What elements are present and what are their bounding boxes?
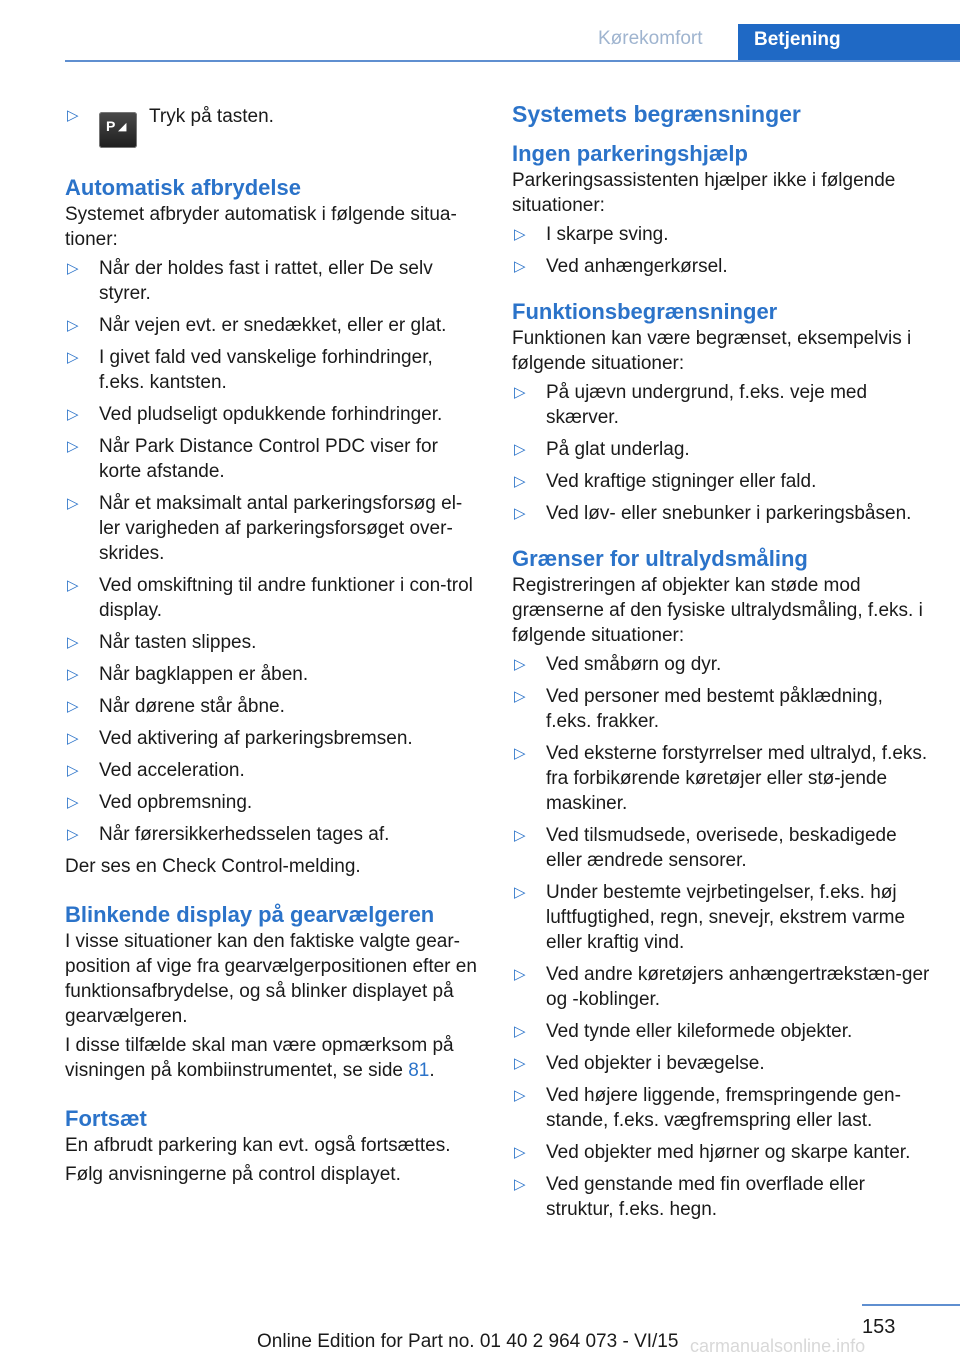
list-item: ▷ Ved objekter med hjørner og skarpe kanter. (514, 1142, 911, 1163)
bullet-triangle-icon: ▷ (514, 258, 526, 275)
footer-rule (862, 1304, 960, 1306)
bullet-triangle-icon: ▷ (514, 745, 526, 762)
bullet-triangle-icon: ▷ (514, 384, 526, 401)
list-item: ▷ Ved andre køretøjers anhængertrækstæn-ger og -koblinger. (514, 964, 930, 1010)
edition-footer: Online Edition for Part no. 01 40 2 964 073 - VI/15 (257, 1331, 679, 1352)
bullet-triangle-icon: ▷ (67, 730, 79, 747)
section-title-system-limits: Systemets begrænsninger (512, 101, 801, 127)
function-limits-intro: Funktionen kan være begrænset, eksempelvis i følgende situationer: (512, 328, 912, 374)
continue-paragraph-2: Følg anvisningerne på control displayet. (65, 1164, 401, 1185)
bullet-triangle-icon: ▷ (514, 441, 526, 458)
auto-stop-list (65, 256, 483, 847)
bullet-triangle-icon: ▷ (67, 762, 79, 779)
bullet-triangle-icon: ▷ (67, 495, 79, 512)
bullet-triangle-icon: ▷ (67, 317, 79, 334)
bullet-triangle-icon: ▷ (514, 1087, 526, 1104)
bullet-triangle-icon: ▷ (67, 666, 79, 683)
bullet-triangle-icon: ▷ (514, 1055, 526, 1072)
bullet-triangle-icon: ▷ (514, 884, 526, 901)
bullet-triangle-icon: ▷ (514, 827, 526, 844)
list-item: ▷ Når der holdes fast i rattet, eller De selv styrer. (67, 258, 433, 304)
list-item: ▷ Ved småbørn og dyr. (514, 654, 722, 675)
no-parking-assist-intro: Parkeringsassistenten hjælper ikke i følgende situationer: (512, 170, 896, 216)
list-item: ▷ Når et maksimalt antal parkeringsforsøg el-ler varigheden af parkeringsforsøget over-skrides. (67, 493, 463, 564)
bullet-triangle-icon: ▷ (67, 634, 79, 651)
auto-stop-note: Der ses en Check Control-melding. (65, 856, 361, 877)
blinking-display-paragraph-1: I visse situationer kan den faktiske valgte gear-position af vige fra gearvælgerpositionen efter en funktionsafbrydelse, og så blinker displayet på gearvælgeren. (65, 931, 477, 1027)
bullet-triangle-icon: ▷ (67, 107, 79, 124)
subsection-title-no-parking-assist: Ingen parkeringshjælp (512, 141, 748, 166)
ultrasound-limits-list (512, 652, 932, 1222)
function-limits-list (512, 380, 932, 526)
list-item: ▷ Når førersikkerhedsselen tages af. (67, 824, 390, 845)
bullet-triangle-icon: ▷ (67, 794, 79, 811)
list-item: ▷ Under bestemte vejrbetingelser, f.eks. høj luftfugtighed, regn, snevejr, ekstrem varme eller kraftig vind. (514, 882, 906, 953)
list-item: ▷ Ved acceleration. (67, 760, 245, 781)
no-parking-assist-list (512, 222, 932, 279)
bullet-triangle-icon: ▷ (67, 260, 79, 277)
bullet-triangle-icon: ▷ (67, 698, 79, 715)
left-column (65, 100, 483, 1187)
bullet-triangle-icon: ▷ (67, 349, 79, 366)
header-tab-betjening: Betjening (738, 24, 960, 62)
list-item: ▷ Når Park Distance Control PDC viser for korte afstande. (67, 436, 438, 482)
bullet-triangle-icon: ▷ (514, 1144, 526, 1161)
watermark-text: carmanualsonline.info (690, 1336, 866, 1356)
section-title-continue: Fortsæt (65, 1106, 147, 1131)
bullet-triangle-icon: ▷ (514, 473, 526, 490)
header-section-label: Kørekomfort (598, 28, 703, 49)
bullet-triangle-icon: ▷ (514, 966, 526, 983)
bullet-triangle-icon: ▷ (67, 438, 79, 455)
right-column (512, 100, 932, 1229)
header-rule (65, 60, 960, 62)
bullet-triangle-icon: ▷ (514, 1176, 526, 1193)
list-item: ▷ I skarpe sving. (514, 224, 669, 245)
list-item: ▷ Ved kraftige stigninger eller fald. (514, 471, 817, 492)
key-step-text: Tryk på tasten. (149, 106, 274, 127)
list-item: ▷ I givet fald ved vanskelige forhindringer, f.eks. kantsten. (67, 347, 433, 393)
subsection-title-ultrasound-limits: Grænser for ultralydsmåling (512, 546, 808, 571)
list-item: ▷ Når tasten slippes. (67, 632, 257, 653)
page-number: 153 (862, 1316, 896, 1338)
bullet-triangle-icon: ▷ (514, 226, 526, 243)
bullet-triangle-icon: ▷ (514, 656, 526, 673)
list-item: ▷ På ujævn undergrund, f.eks. veje med skærver. (514, 382, 868, 428)
bullet-triangle-icon: ▷ (67, 577, 79, 594)
continue-paragraph-1: En afbrudt parkering kan evt. også fortsættes. (65, 1135, 451, 1156)
key-step (65, 100, 483, 152)
bullet-triangle-icon: ▷ (514, 1023, 526, 1040)
list-item: ▷ Ved omskiftning til andre funktioner i con-trol display. (67, 575, 473, 621)
list-item: ▷ Når bagklappen er åben. (67, 664, 309, 685)
list-item: ▷ Ved løv- eller snebunker i parkeringsbåsen. (514, 503, 912, 524)
bullet-triangle-icon: ▷ (67, 406, 79, 423)
list-item: ▷ Ved tynde eller kileformede objekter. (514, 1021, 853, 1042)
page-reference-link[interactable]: 81 (408, 1060, 430, 1081)
auto-stop-intro: Systemet afbryder automatisk i følgende situa-tioner: (65, 204, 457, 250)
section-title-blinking-display: Blinkende display på gearvælgeren (65, 902, 435, 927)
subsection-title-function-limits: Funktionsbegrænsninger (512, 299, 778, 324)
bullet-triangle-icon: ▷ (514, 688, 526, 705)
list-item: ▷ Ved tilsmudsede, overisede, beskadigede eller ændrede sensorer. (514, 825, 897, 871)
section-title-auto-stop: Automatisk afbrydelse (65, 175, 301, 200)
page-header (0, 0, 960, 62)
list-item: ▷ Ved anhængerkørsel. (514, 256, 728, 277)
list-item: ▷ Ved opbremsning. (67, 792, 253, 813)
list-item: ▷ Ved eksterne forstyrrelser med ultralyd, f.eks. fra forbikørende køretøjer eller stø-jende maskiner. (514, 743, 928, 814)
list-item: ▷ Ved højere liggende, fremspringende gen-stande, f.eks. vægfremspring eller last. (514, 1085, 901, 1131)
park-assist-key-icon: P ◢ (99, 112, 137, 148)
list-item: ▷ Ved pludseligt opdukkende forhindringer. (67, 404, 443, 425)
list-item: ▷ På glat underlag. (514, 439, 690, 460)
bullet-triangle-icon: ▷ (514, 505, 526, 522)
ultrasound-limits-intro: Registreringen af objekter kan støde mod grænserne af den fysiske ultralydsmåling, f.eks. i følgende situationer: (512, 575, 923, 646)
list-item: ▷ Ved objekter i bevægelse. (514, 1053, 765, 1074)
list-item: ▷ Når vejen evt. er snedækket, eller er glat. (67, 315, 447, 336)
bullet-triangle-icon: ▷ (67, 826, 79, 843)
list-item: ▷ Ved aktivering af parkeringsbremsen. (67, 728, 413, 749)
blinking-display-paragraph-2: I disse tilfælde skal man være opmærksom på visningen på kombiinstrumentet, se side 81. (65, 1035, 454, 1081)
list-item: ▷ Når dørene står åbne. (67, 696, 285, 717)
list-item: ▷ Ved personer med bestemt påklædning, f.eks. frakker. (514, 686, 883, 732)
list-item: ▷ Ved genstande med fin overflade eller struktur, f.eks. hegn. (514, 1174, 865, 1220)
